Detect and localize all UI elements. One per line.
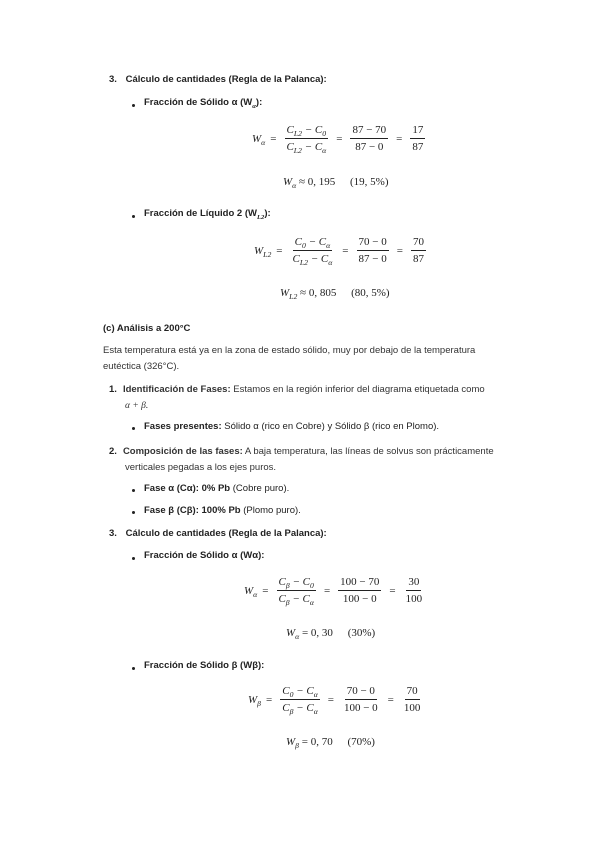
- liquid-fraction-label: Fracción de Líquido 2 $(W_{L2})$:: [144, 208, 271, 221]
- list-item-lever-rule: 3. Cálculo de cantidades (Regla de la Palanca):: [109, 528, 327, 539]
- bullet: [132, 215, 135, 218]
- section-3-heading: [109, 74, 327, 85]
- lever-rule-equation-beta-200: $W_\beta$ = $\frac{C_0 - C_\alpha}{C_\beta - C_\alpha}$ = $\frac{70 - 0}{100 - 0}$ = $\frac{70}{100}$: [248, 685, 421, 716]
- phases-present: Fases presentes: Sólido α (rico en Cobre) y Sólido β (rico en Plomo).: [144, 421, 440, 432]
- alpha-fraction-label-200: Fracción de Sólido α (Wα):: [144, 550, 265, 561]
- bullet: [132, 427, 135, 430]
- list-number: 3.: [109, 74, 117, 85]
- bullet: [132, 667, 135, 670]
- list-item-phase-identification: 1. Identificación de Fases: Estamos en la región inferior del diagrama etiquetada como α + β.: [109, 384, 485, 411]
- alpha-fraction-result-200: $W_\alpha = 0$, 30 (30%): [286, 627, 376, 641]
- bullet: [132, 557, 135, 560]
- lever-rule-equation-alpha-200: $W_\alpha$ = $\frac{C_\beta - C_0}{C_\beta - C_\alpha}$ = $\frac{100 - 70}{100 - 0}$ = $\frac{30}{100}$: [244, 576, 423, 607]
- lever-rule-equation-liquid: $W_{L2}$ = $\frac{C_0 - C_\alpha}{C_{L2} - C_\alpha}$ = $\frac{70 - 0}{87 - 0}$ = $\frac{70}{87}$: [254, 236, 424, 267]
- phase-beta-composition: Fase β (Cβ): 100% Pb (Plomo puro).: [144, 505, 301, 516]
- phase-alpha-composition: Fase α (Cα): 0% Pb (Cobre puro).: [144, 483, 290, 494]
- section-c-paragraph: Esta temperatura está ya en la zona de estado sólido, muy por debajo de la temperatura eutéctica (326°C).: [103, 345, 476, 372]
- alpha-fraction-label: Fracción de Sólido α $(W_\alpha)$:: [144, 97, 263, 110]
- liquid-fraction-result: $W_{L2} \approx 0$, 805 (80, 5%): [280, 287, 390, 301]
- list-item-phase-composition: 2. Composición de las fases: A baja temperatura, las líneas de solvus son prácticamente verticales pegadas a los ejes puros.: [109, 446, 494, 473]
- beta-fraction-result-200: $W_\beta = 0$, 70 (70%): [286, 736, 375, 750]
- beta-fraction-label-200: Fracción de Sólido β (Wβ):: [144, 660, 265, 671]
- bullet: [132, 489, 135, 492]
- bullet: [132, 511, 135, 514]
- section-c-heading: (c) Análisis a 200°C: [103, 323, 191, 334]
- alpha-fraction-result: $W_\alpha \approx 0$, 195 (19, 5%): [283, 176, 389, 190]
- section-title: Cálculo de cantidades (Regla de la Palanca):: [125, 74, 327, 85]
- lever-rule-equation-alpha: $W_\alpha$ = $\frac{C_{L2} - C_0}{C_{L2} - C_\alpha}$ = $\frac{87 - 70}{87 - 0}$ = $\frac{17}{87}$: [252, 124, 424, 155]
- bullet: [132, 104, 135, 107]
